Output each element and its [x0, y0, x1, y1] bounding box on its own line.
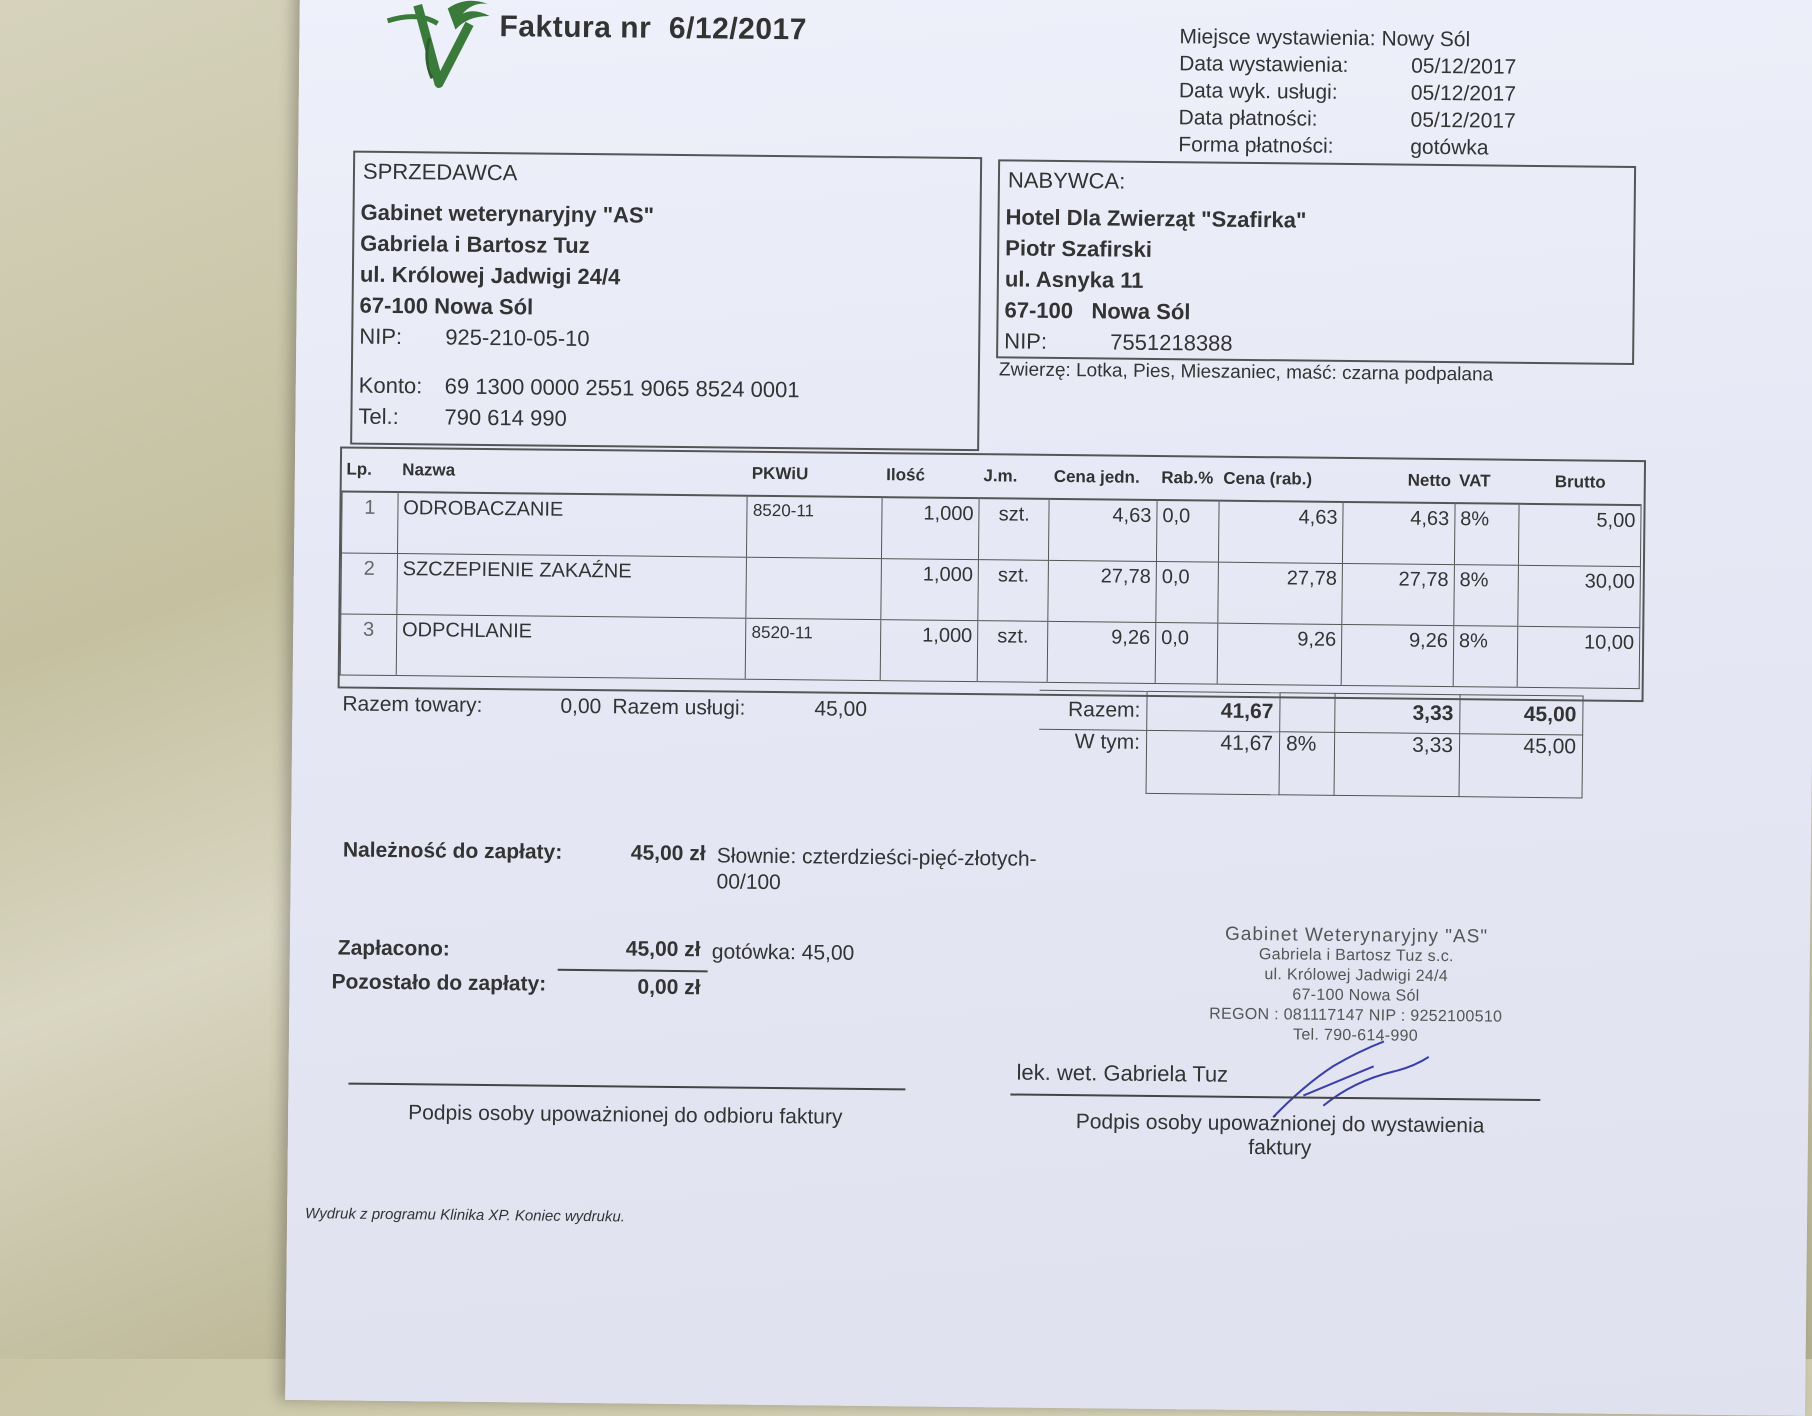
- paid-detail: gotówka: 45,00: [711, 940, 855, 965]
- invoice-number: 6/12/2017: [668, 11, 808, 47]
- stamp-line-5: REGON : 081117147 NIP : 9252100510: [1209, 1005, 1503, 1026]
- meta-service-date-value: 05/12/2017: [1410, 81, 1517, 106]
- col-discount: Rab.%: [1157, 457, 1219, 501]
- buyer-heading: NABYWCA:: [1007, 167, 1126, 194]
- buyer-box: [996, 159, 1636, 365]
- row-qty: 1,000: [881, 497, 979, 560]
- row-qty: 1,000: [880, 620, 978, 682]
- col-gross: Brutto: [1519, 461, 1642, 505]
- row-discount: 0,0: [1156, 562, 1219, 624]
- issuer-name: lek. wet. Gabriela Tuz: [1016, 1059, 1229, 1087]
- meta-payment-date-value: 05/12/2017: [1410, 108, 1516, 133]
- col-lp: Lp.: [342, 448, 398, 492]
- breakdown-rate: 8%: [1279, 732, 1335, 796]
- buyer-name: Hotel Dla Zwierząt "Szafirka": [1005, 204, 1307, 233]
- row-pkwiu: 8520-11: [746, 618, 881, 680]
- seller-nip-label: NIP:: [359, 323, 403, 350]
- buyer-nip-label: NIP:: [1004, 328, 1048, 354]
- totals-net: 41,67: [1147, 691, 1280, 731]
- row-gross: 30,00: [1518, 565, 1641, 627]
- row-name: SZCZEPIENIE ZAKAŹNE: [397, 554, 747, 619]
- seller-account-label: Konto:: [358, 372, 423, 399]
- buyer-street: ul. Asnyka 11: [1004, 266, 1144, 293]
- meta-service-date-label: Data wyk. usługi:: [1178, 79, 1338, 104]
- breakdown-net: 41,67: [1146, 730, 1280, 794]
- invoice-paper: [285, 0, 1812, 1416]
- amount-due: 45,00 zł: [630, 841, 706, 866]
- seller-account: 69 1300 0000 2551 9065 8524 0001: [444, 373, 800, 403]
- row-vat: 8%: [1454, 503, 1519, 565]
- invoice-meta: [1178, 23, 1517, 162]
- seller-heading: SPRZEDAWCA: [362, 158, 518, 186]
- amount-in-words-fraction: 00/100: [716, 870, 781, 895]
- meta-payment-date-label: Data płatności:: [1178, 106, 1318, 131]
- invoice-title-prefix: Faktura nr: [499, 10, 652, 45]
- seller-city: 67-100 Nowa Sól: [359, 292, 534, 320]
- buyer-owner: Piotr Szafirski: [1005, 235, 1153, 262]
- breakdown-gross: 45,00: [1459, 734, 1583, 798]
- issuer-caption-line-1: Podpis osoby upoważnionej do wystawienia: [1075, 1110, 1485, 1138]
- row-name: ODPCHLANIE: [396, 615, 746, 680]
- seller-owners: Gabriela i Bartosz Tuz: [360, 230, 590, 259]
- totals-rate-empty: [1280, 693, 1335, 733]
- goods-sum-label: Razem towary:: [342, 692, 483, 717]
- stamp-line-6: Tel. 790-614-990: [1293, 1026, 1419, 1045]
- row-unit: szt.: [977, 621, 1048, 683]
- meta-issue-date-value: 05/12/2017: [1411, 54, 1517, 79]
- issuer-caption-line-2: faktury: [1248, 1135, 1312, 1160]
- receiver-caption: Podpis osoby upoważnionej do odbioru faktury: [408, 1101, 843, 1129]
- row-net: 9,26: [1341, 624, 1453, 686]
- seller-box: [350, 151, 982, 452]
- totals-label: Razem:: [1039, 690, 1147, 730]
- row-lp: 1: [342, 491, 398, 553]
- seller-name: Gabinet weterynaryjny "AS": [360, 199, 655, 228]
- buyer-city: Nowa Sól: [1091, 298, 1191, 325]
- totals-row: [1039, 690, 1583, 735]
- remaining-amount: 0,00 zł: [637, 975, 701, 1000]
- row-vat: 8%: [1454, 565, 1519, 627]
- remaining-label: Pozostało do zapłaty:: [331, 970, 547, 996]
- invoice-title: [499, 10, 807, 47]
- row-gross: 10,00: [1517, 626, 1640, 688]
- breakdown-label: W tym:: [1039, 729, 1147, 793]
- clinic-logo-icon: [377, 0, 498, 99]
- buyer-postcode: 67-100: [1004, 297, 1074, 324]
- row-unit: szt.: [978, 560, 1049, 622]
- col-discounted-price: Cena (rab.): [1219, 458, 1344, 502]
- meta-place-label: Miejsce wystawienia:: [1179, 25, 1376, 51]
- amount-in-words: Słownie: czterdzieści-pięć-złotych-: [716, 844, 1037, 871]
- background-marble: [0, 0, 320, 1359]
- issuer-caption: [1040, 1110, 1520, 1163]
- vat-summary-table: [1039, 690, 1584, 799]
- receiver-signature-line: [348, 1083, 905, 1090]
- seller-tel: 790 614 990: [444, 404, 567, 431]
- col-vat: VAT: [1455, 460, 1520, 504]
- row-discount: 0,0: [1156, 500, 1219, 562]
- stamp-line-3: ul. Królowej Jadwigi 24/4: [1264, 966, 1449, 986]
- paid-label: Zapłacono:: [337, 936, 450, 961]
- col-pkwiu: PKWiU: [748, 453, 883, 497]
- row-discounted-price: 9,26: [1217, 623, 1342, 685]
- row-discounted-price: 27,78: [1218, 562, 1343, 624]
- buyer-nip: 7551218388: [1110, 329, 1233, 356]
- seller-tel-label: Tel.:: [358, 403, 399, 430]
- meta-payment-form-label: Forma płatności:: [1178, 133, 1334, 158]
- paid-amount: 45,00 zł: [625, 937, 701, 962]
- row-unit-price: 4,63: [1049, 499, 1157, 562]
- totals-gross: 45,00: [1460, 695, 1583, 735]
- row-unit: szt.: [979, 498, 1050, 560]
- stamp-line-2: Gabriela i Bartosz Tuz s.c.: [1258, 946, 1454, 966]
- print-footer: Wydruk z programu Klinika XP. Koniec wydruku.: [304, 1205, 626, 1226]
- row-discounted-price: 4,63: [1218, 501, 1343, 564]
- vat-breakdown-row: [1039, 729, 1583, 798]
- animal-info: Zwierzę: Lotka, Pies, Mieszaniec, maść: czarna podpalana: [998, 359, 1494, 386]
- breakdown-vat: 3,33: [1334, 732, 1460, 796]
- seller-street: ul. Królowej Jadwigi 24/4: [359, 261, 621, 290]
- row-lp: 3: [340, 614, 396, 676]
- row-unit-price: 27,78: [1048, 560, 1156, 622]
- row-net: 27,78: [1342, 563, 1454, 625]
- amount-due-label: Należność do zapłaty:: [342, 838, 563, 864]
- row-vat: 8%: [1453, 626, 1518, 688]
- items-table-frame: [338, 446, 1646, 702]
- col-net: Netto: [1343, 459, 1455, 503]
- row-qty: 1,000: [881, 559, 979, 621]
- row-unit-price: 9,26: [1048, 621, 1156, 683]
- stamp-line-4: 67-100 Nowa Sól: [1292, 986, 1420, 1005]
- row-pkwiu: 8520-11: [747, 496, 882, 559]
- col-unit-price: Cena jedn.: [1050, 456, 1158, 500]
- meta-payment-form-value: gotówka: [1410, 135, 1489, 160]
- row-gross: 5,00: [1518, 504, 1641, 567]
- services-sum: 45,00: [814, 697, 868, 721]
- meta-issue-date-label: Data wystawienia:: [1179, 52, 1349, 77]
- col-qty: Ilość: [882, 454, 980, 498]
- stamp-line-1: Gabinet Weterynaryjny "AS": [1224, 923, 1489, 948]
- goods-sum: 0,00: [560, 694, 602, 719]
- col-unit: J.m.: [979, 455, 1050, 499]
- row-name: ODROBACZANIE: [397, 492, 747, 557]
- row-net: 4,63: [1343, 502, 1455, 565]
- row-lp: 2: [341, 553, 397, 615]
- meta-place-value: Nowy Sól: [1381, 27, 1471, 52]
- services-sum-label: Razem usługi:: [612, 695, 746, 720]
- seller-nip: 925-210-05-10: [445, 324, 590, 352]
- paid-underline: [558, 969, 708, 972]
- row-discount: 0,0: [1155, 622, 1218, 684]
- totals-vat: 3,33: [1335, 693, 1460, 733]
- col-name: Nazwa: [398, 449, 748, 496]
